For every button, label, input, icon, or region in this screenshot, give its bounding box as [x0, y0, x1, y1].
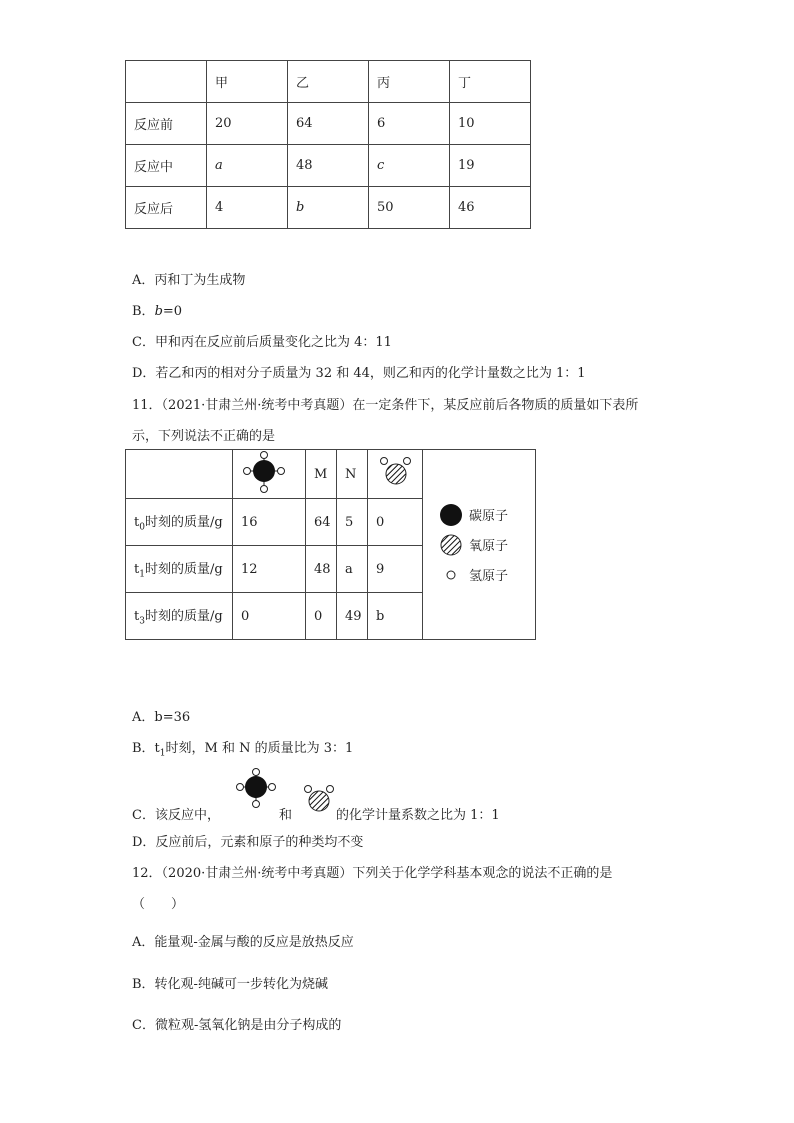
carbon-atom-icon	[439, 503, 463, 527]
table-cell: 甲	[207, 61, 288, 103]
table-cell: 6	[369, 103, 450, 145]
table-cell	[368, 450, 423, 499]
option-a: A．丙和丁为生成物	[132, 273, 246, 288]
table-cell: 19	[450, 145, 531, 187]
subscript: 1	[139, 569, 145, 580]
table-cell: 反应前	[126, 103, 207, 145]
table-cell: 16	[233, 499, 306, 546]
option-text: 时刻，M 和 N 的质量比为 3：1	[165, 741, 354, 756]
table-row	[126, 61, 531, 103]
option-text: =0	[162, 304, 183, 319]
table-cell	[233, 450, 306, 499]
label-text: t	[134, 609, 140, 625]
option-label: B．	[132, 304, 155, 319]
table-cell: 48	[288, 145, 369, 187]
table-cell: 丙	[369, 61, 450, 103]
legend-label: 氧原子	[469, 539, 509, 554]
question-11-stem-line2: 示，下列说法不正确的是	[132, 429, 276, 444]
question-12-stem: 12．（2020·甘肃兰州·统考中考真题）下列关于化学学科基本观念的说法不正确的是	[132, 866, 613, 881]
legend-carbon	[439, 500, 535, 530]
table-cell: 0	[368, 499, 423, 546]
option-text: B．t	[132, 741, 160, 756]
question-11-stem-line1: 11．（2021·甘肃兰州·统考中考真题）在一定条件下，某反应前后各物质的质量如下表所	[132, 398, 639, 413]
table-cell: 反应中	[126, 145, 207, 187]
option-c: C．微粒观-氢氧化钠是由分子构成的	[132, 1018, 342, 1033]
table-cell: 反应后	[126, 187, 207, 229]
mass-table-1	[125, 60, 531, 229]
table-cell: 0	[306, 593, 337, 640]
option-d: D．反应前后，元素和原子的种类均不变	[132, 835, 364, 850]
table-cell: 64	[288, 103, 369, 145]
answer-paren: （ ）	[132, 897, 185, 912]
table-cell: M	[306, 450, 337, 499]
option-d: D．若乙和丙的相对分子质量为 32 和 44，则乙和丙的化学计量数之比为 1：1	[132, 366, 586, 381]
table-cell: 9	[368, 546, 423, 593]
option-b: B．转化观-纯碱可一步转化为烧碱	[132, 977, 328, 992]
variable-b: b	[154, 304, 163, 319]
legend-label: 氢原子	[469, 569, 509, 584]
label-text: 时刻的质量/g	[144, 609, 223, 625]
row-label	[126, 499, 233, 546]
subscript: 1	[159, 748, 166, 759]
table-row	[126, 103, 531, 145]
label-text: t	[134, 515, 140, 531]
subscript: 3	[139, 616, 145, 627]
option-b	[132, 300, 182, 319]
table-cell: 48	[306, 546, 337, 593]
option-text: 和	[278, 808, 292, 823]
methane-molecule-icon	[241, 450, 287, 494]
table-cell: 10	[450, 103, 531, 145]
label-text: t	[134, 562, 140, 578]
table-cell: 46	[450, 187, 531, 229]
table-cell: 0	[233, 593, 306, 640]
table-cell: N	[337, 450, 368, 499]
table-cell	[126, 450, 233, 499]
row-label	[126, 593, 233, 640]
table-cell: 4	[207, 187, 288, 229]
water-molecule-icon	[376, 452, 416, 492]
table-row	[126, 187, 531, 229]
legend-oxygen	[439, 530, 535, 560]
table-cell: 丁	[450, 61, 531, 103]
table-cell: 20	[207, 103, 288, 145]
legend-hydrogen	[439, 560, 535, 590]
table-cell: c	[369, 145, 450, 187]
table-cell: a	[337, 546, 368, 593]
table-row	[126, 450, 536, 499]
table-cell: 5	[337, 499, 368, 546]
table-cell: b	[288, 187, 369, 229]
row-label	[126, 546, 233, 593]
legend-label: 碳原子	[469, 509, 509, 524]
table-cell: 64	[306, 499, 337, 546]
table-cell	[126, 61, 207, 103]
table-cell: a	[207, 145, 288, 187]
option-a: A．能量观-金属与酸的反应是放热反应	[132, 935, 354, 950]
oxygen-atom-icon	[439, 533, 463, 557]
mass-table-2	[125, 449, 536, 640]
table-cell: 49	[337, 593, 368, 640]
subscript: 0	[139, 522, 145, 533]
option-text: C．该反应中，	[132, 808, 220, 823]
option-c: C．甲和丙在反应前后质量变化之比为 4：11	[132, 335, 392, 350]
option-a: A．b=36	[132, 710, 191, 725]
option-c	[132, 804, 500, 823]
hydrogen-atom-icon	[439, 563, 463, 587]
option-text: 的化学计量系数之比为 1：1	[335, 808, 500, 823]
label-text: 时刻的质量/g	[144, 515, 223, 531]
label-text: 时刻的质量/g	[144, 562, 223, 578]
table-cell: 50	[369, 187, 450, 229]
table-cell: 12	[233, 546, 306, 593]
table-row	[126, 145, 531, 187]
legend-cell	[423, 450, 536, 640]
option-b	[132, 737, 353, 759]
methane-molecule-icon	[236, 768, 276, 808]
table-cell: 乙	[288, 61, 369, 103]
table-cell: b	[368, 593, 423, 640]
